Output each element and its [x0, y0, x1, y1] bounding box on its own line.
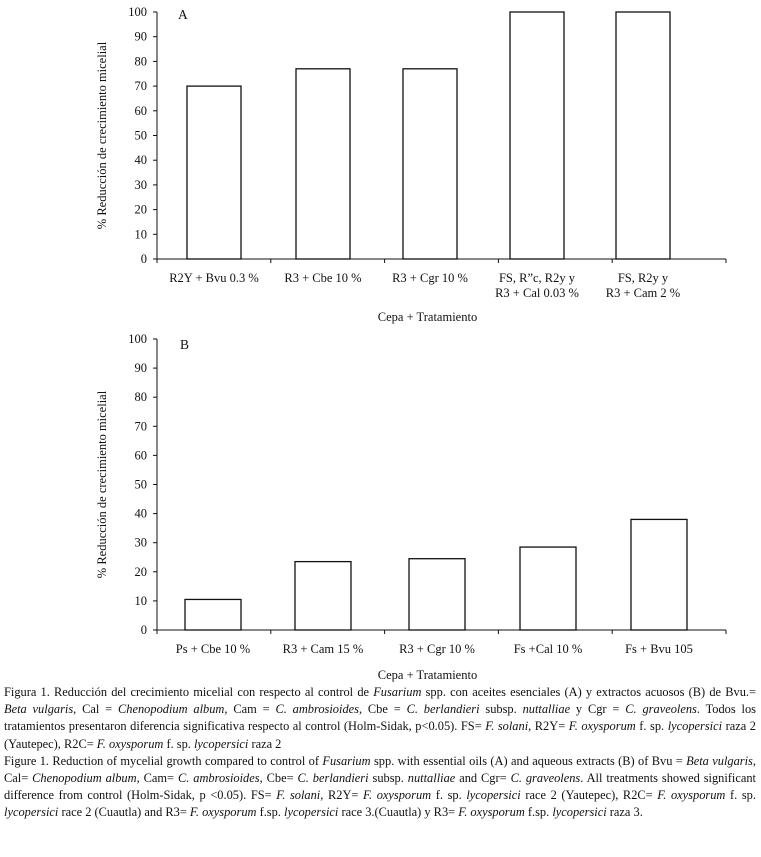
x-category-label-a: R2Y + Bvu 0.3 % [169, 271, 259, 285]
bar-a-4 [510, 12, 564, 259]
y-tick-label-b: 90 [134, 361, 147, 376]
caption-italic-term: Beta vulgaris [4, 702, 74, 717]
caption-text: , Cam = [224, 702, 276, 717]
caption-italic-term: nuttalliae [407, 771, 456, 786]
caption-text: raza 3. [606, 805, 643, 820]
caption-italic-term: Fusarium [373, 685, 422, 699]
caption-italic-term: F. oxysporum [96, 736, 164, 751]
caption-text: , R2Y= [528, 719, 569, 734]
caption-italic-term: F. oxysporum [189, 805, 257, 820]
caption-italic-term: C. graveolens [625, 702, 697, 717]
y-axis-title-b: % Reducción de crecimiento micelial [95, 390, 109, 579]
y-tick-label-b: 70 [134, 419, 147, 434]
y-tick-label-a: 90 [134, 29, 147, 44]
caption-text: . All treatments showed significant difference from control (Holm-Sidak, p <0.05). FS= [4, 771, 756, 803]
caption-italic-term: Fusarium [322, 753, 371, 768]
bar-a-2 [296, 69, 350, 259]
caption-text: spp. con aceites esenciales (A) y extractos acuosos (B) de Bvu.= [421, 685, 756, 699]
panel-label-b: B [180, 337, 190, 352]
caption-italic-term: lycopersici [552, 805, 607, 820]
y-tick-label-a: 70 [134, 79, 147, 94]
x-category-label-a: R3 + Cgr 10 % [392, 271, 468, 285]
caption-italic-term: C. berlandieri [406, 702, 480, 717]
caption-text: f. sp. [635, 719, 668, 734]
y-tick-label-b: 80 [134, 390, 147, 405]
figure-caption [4, 684, 756, 822]
caption-text: subsp. [479, 702, 523, 717]
y-tick-label-a: 0 [140, 252, 147, 266]
y-tick-label-b: 0 [140, 623, 147, 637]
y-tick-label-a: 20 [134, 202, 147, 217]
caption-italic-term: lycopersici [284, 805, 339, 820]
caption-italic-term: lycopersici [193, 736, 249, 751]
x-category-label-a: R3 + Cal 0.03 % [495, 286, 579, 300]
caption-italic-term: C. ambrosioides [275, 702, 359, 717]
caption-text: f. sp. [431, 788, 467, 803]
caption-italic-term: C. graveolens [510, 771, 581, 786]
caption-text: , Cbe= [259, 771, 298, 786]
y-tick-label-a: 30 [134, 177, 147, 192]
x-category-label-a: R3 + Cbe 10 % [284, 271, 362, 285]
caption-italic-term: F. oxysporum [568, 719, 636, 734]
y-tick-label-a: 100 [128, 5, 147, 19]
y-tick-label-b: 60 [134, 448, 147, 463]
bar-b-2 [295, 562, 351, 630]
y-tick-label-a: 60 [134, 103, 147, 118]
bar-b-3 [409, 559, 465, 630]
caption-italic-term: lycopersici [466, 788, 521, 803]
bar-b-1 [185, 599, 241, 630]
caption-text: , Cam= [136, 771, 178, 786]
caption-text: raza 2 (Yautepec), R2C= [4, 719, 756, 751]
bar-a-1 [187, 86, 241, 259]
caption-text: y Cgr = [570, 702, 626, 717]
x-axis-title-a: Cepa + Tratamiento [377, 310, 478, 324]
caption-text: raza 2 [248, 736, 282, 751]
caption-text: f. sp. [725, 788, 756, 803]
caption-text: f.sp. [524, 805, 553, 820]
caption-italic-term: C. berlandieri [297, 771, 369, 786]
x-category-label-a: R3 + Cam 2 % [605, 286, 681, 300]
x-category-label-a: FS, R2y y [617, 271, 669, 285]
caption-italic-term: F. oxysporum [657, 788, 726, 803]
x-category-label-b: Fs +Cal 10 % [513, 642, 583, 656]
caption-text: , R2Y= [320, 788, 364, 803]
y-tick-label-a: 10 [134, 227, 147, 242]
bar-a-3 [403, 69, 457, 259]
caption-italic-term: Chenopodium album [32, 771, 137, 786]
caption-text: . Todos los tratamientos presentaron diferencia significativa respecto al control (Holm-Sidak, p<0.05). FS= [4, 702, 757, 734]
bar-b-4 [520, 547, 576, 630]
caption-italic-term: nuttalliae [522, 702, 571, 717]
caption-italic-term: Chenopodium album [118, 702, 225, 717]
caption-italic-term: F. oxysporum [458, 805, 525, 820]
caption-italic-term: F. solani [276, 788, 321, 803]
caption-italic-term: C. ambrosioides [177, 771, 260, 786]
x-category-label-b: Fs + Bvu 105 [625, 642, 693, 656]
y-tick-label-b: 20 [134, 564, 147, 579]
x-axis-title-b: Cepa + Tratamiento [377, 668, 478, 682]
y-tick-label-a: 50 [134, 128, 147, 143]
x-category-label-b: R3 + Cgr 10 % [399, 642, 475, 656]
panel-label-a: A [178, 7, 188, 22]
bar-b-5 [631, 519, 687, 630]
caption-italic-term: Beta vulgaris [686, 753, 753, 768]
bar-a-5 [616, 12, 670, 259]
caption-text: spp. with essential oils (A) and aqueous extracts (B) of Bvu = [370, 753, 687, 768]
y-tick-label-b: 100 [128, 332, 147, 346]
x-category-label-b: Ps + Cbe 10 % [175, 642, 251, 656]
y-axis-title-a: % Reducción de crecimiento micelial [95, 41, 109, 230]
y-tick-label-b: 50 [134, 477, 147, 492]
caption-text: Figura 1. Reducción del crecimiento micelial con respecto al control de [4, 685, 374, 699]
caption-text: f.sp. [256, 805, 285, 820]
caption-italic-term: F. oxysporum [363, 788, 432, 803]
caption-text: and Cgr= [455, 771, 511, 786]
y-tick-label-a: 80 [134, 54, 147, 69]
caption-italic-term: lycopersici [667, 719, 723, 734]
y-tick-label-a: 40 [134, 153, 147, 168]
caption-text: race 2 (Yautepec), R2C= [520, 788, 658, 803]
chart-b [95, 332, 726, 682]
y-tick-label-b: 40 [134, 506, 147, 521]
caption-italic-term: F. solani [485, 719, 529, 734]
caption-text: race 3.(Cuautla) y R3= [338, 805, 459, 820]
caption-spanish [4, 684, 756, 753]
x-category-label-b: R3 + Cam 15 % [282, 642, 364, 656]
caption-text: f. sp. [163, 736, 194, 751]
caption-text: , Cal= [4, 753, 756, 786]
caption-english [4, 753, 756, 822]
caption-italic-term: lycopersici [4, 805, 59, 820]
y-tick-label-b: 30 [134, 535, 147, 550]
caption-text: , Cal = [73, 702, 119, 717]
caption-text: subsp. [368, 771, 408, 786]
y-tick-label-b: 10 [134, 593, 147, 608]
caption-text: race 2 (Cuautla) and R3= [58, 805, 190, 820]
chart-a [95, 5, 726, 324]
caption-text: , Cbe = [358, 702, 407, 717]
x-category-label-a: FS, R”c, R2y y [498, 271, 576, 285]
caption-text: Figure 1. Reduction of mycelial growth compared to control of [4, 753, 323, 768]
